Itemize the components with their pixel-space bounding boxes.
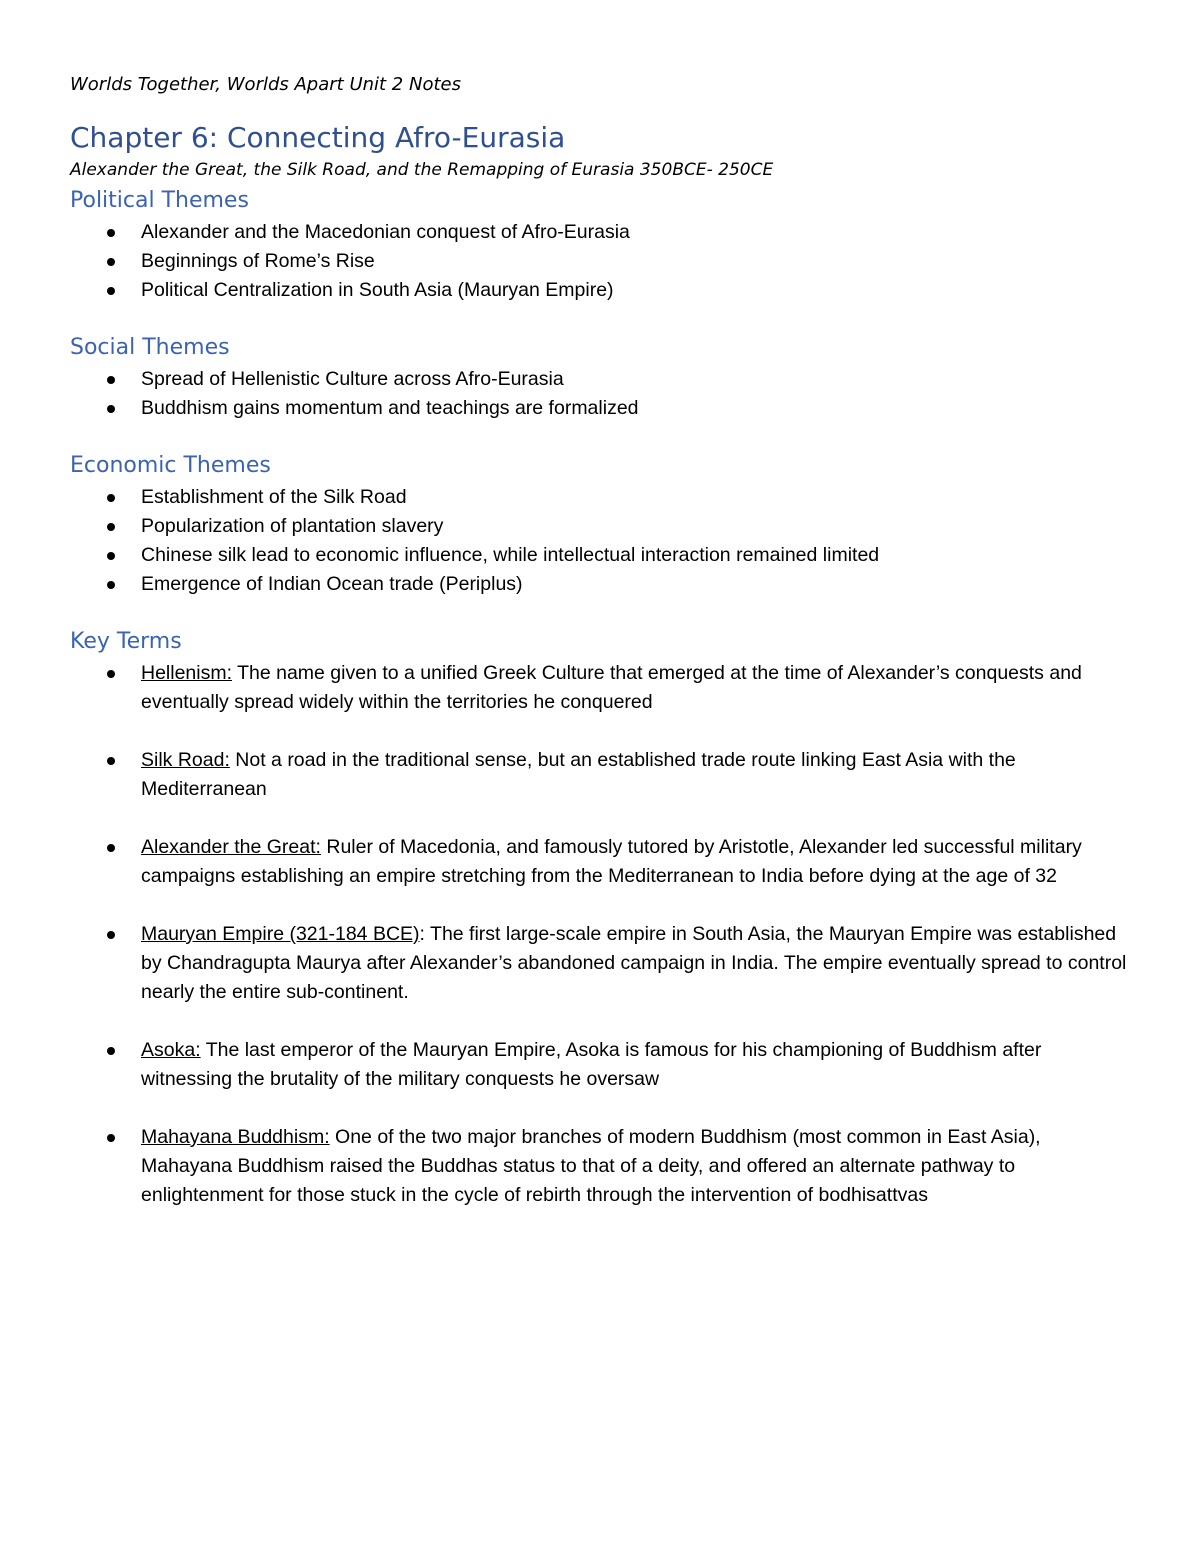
bullet-icon [107, 405, 115, 413]
key-term-name: Silk Road: [141, 749, 230, 771]
bullet-icon [107, 494, 115, 502]
bullet-icon [107, 844, 115, 852]
key-term-item [70, 746, 1130, 804]
section-heading-economic: Economic Themes [70, 453, 271, 478]
list-item [70, 394, 1130, 423]
key-term-name: Asoka: [141, 1039, 201, 1061]
bullet-icon [107, 552, 115, 560]
list-item-text: Spread of Hellenistic Culture across Afro-Eurasia [141, 368, 564, 390]
key-term-name: Mahayana Buddhism: [141, 1126, 330, 1148]
list-item-text: Chinese silk lead to economic influence, while intellectual interaction remained limited [141, 544, 880, 566]
list-item-text: Alexander and the Macedonian conquest of Afro-Eurasia [141, 221, 630, 243]
key-term-definition: One of the two major branches of modern Buddhism (most common in East Asia), Mahayana Buddhism raised the Buddhas status to that of a deity, and offered an alternate pathway to enlightenment for those stuck in the cycle of rebirth through the intervention of bodhisattvas [141, 1126, 1041, 1206]
list-item [70, 276, 1130, 305]
key-term-item [70, 1123, 1130, 1210]
list-item [70, 365, 1130, 394]
chapter-subtitle: Alexander the Great, the Silk Road, and the Remapping of Eurasia 350BCE- 250CE [70, 160, 774, 180]
document-header: Worlds Together, Worlds Apart Unit 2 Notes [70, 74, 461, 95]
bullet-icon [107, 1047, 115, 1055]
key-term-item [70, 920, 1130, 1007]
social-themes-list [70, 365, 1130, 423]
list-item-text: Popularization of plantation slavery [141, 515, 444, 537]
bullet-icon [107, 523, 115, 531]
section-heading-social: Social Themes [70, 335, 230, 360]
economic-themes-list [70, 483, 1130, 599]
list-item-text: Political Centralization in South Asia (Mauryan Empire) [141, 279, 614, 301]
section-heading-key-terms: Key Terms [70, 629, 182, 654]
list-item-text: Emergence of Indian Ocean trade (Periplus) [141, 573, 523, 595]
key-term-item [70, 833, 1130, 891]
key-term-name: Hellenism: [141, 662, 233, 684]
list-item [70, 570, 1130, 599]
key-term-item [70, 1036, 1130, 1094]
list-item [70, 218, 1130, 247]
bullet-icon [107, 287, 115, 295]
list-item [70, 541, 1130, 570]
key-term-definition: The last emperor of the Mauryan Empire, Asoka is famous for his championing of Buddhism after witnessing the brutality of the military conquests he oversaw [141, 1039, 1042, 1090]
key-term-definition: : The first large-scale empire in South Asia, the Mauryan Empire was established by Chandragupta Maurya after Alexander’s abandoned campaign in India. The empire eventually spread to control nearly the entire sub-continent. [141, 923, 1127, 1003]
bullet-icon [107, 670, 115, 678]
key-term-definition: Ruler of Macedonia, and famously tutored by Aristotle, Alexander led successful military campaigns establishing an empire stretching from the Mediterranean to India before dying at the age of 32 [141, 836, 1082, 887]
key-term-name: Mauryan Empire (321-184 BCE) [141, 923, 420, 945]
list-item [70, 247, 1130, 276]
list-item [70, 483, 1130, 512]
bullet-icon [107, 258, 115, 266]
bullet-icon [107, 931, 115, 939]
key-terms-list [70, 659, 1130, 1210]
key-term-name: Alexander the Great: [141, 836, 321, 858]
bullet-icon [107, 581, 115, 589]
key-term-item [70, 659, 1130, 717]
political-themes-list [70, 218, 1130, 305]
key-term-definition: Not a road in the traditional sense, but an established trade route linking East Asia with the Mediterranean [141, 749, 1016, 800]
bullet-icon [107, 229, 115, 237]
bullet-icon [107, 1134, 115, 1142]
list-item-text: Beginnings of Rome’s Rise [141, 250, 375, 272]
list-item [70, 512, 1130, 541]
document-page [70, 70, 1130, 1239]
section-heading-political: Political Themes [70, 188, 249, 213]
key-term-definition: The name given to a unified Greek Culture that emerged at the time of Alexander’s conquests and eventually spread widely within the territories he conquered [141, 662, 1082, 713]
bullet-icon [107, 757, 115, 765]
list-item-text: Buddhism gains momentum and teachings are formalized [141, 397, 639, 419]
bullet-icon [107, 376, 115, 384]
list-item-text: Establishment of the Silk Road [141, 486, 407, 508]
chapter-title: Chapter 6: Connecting Afro-Eurasia [70, 121, 566, 154]
